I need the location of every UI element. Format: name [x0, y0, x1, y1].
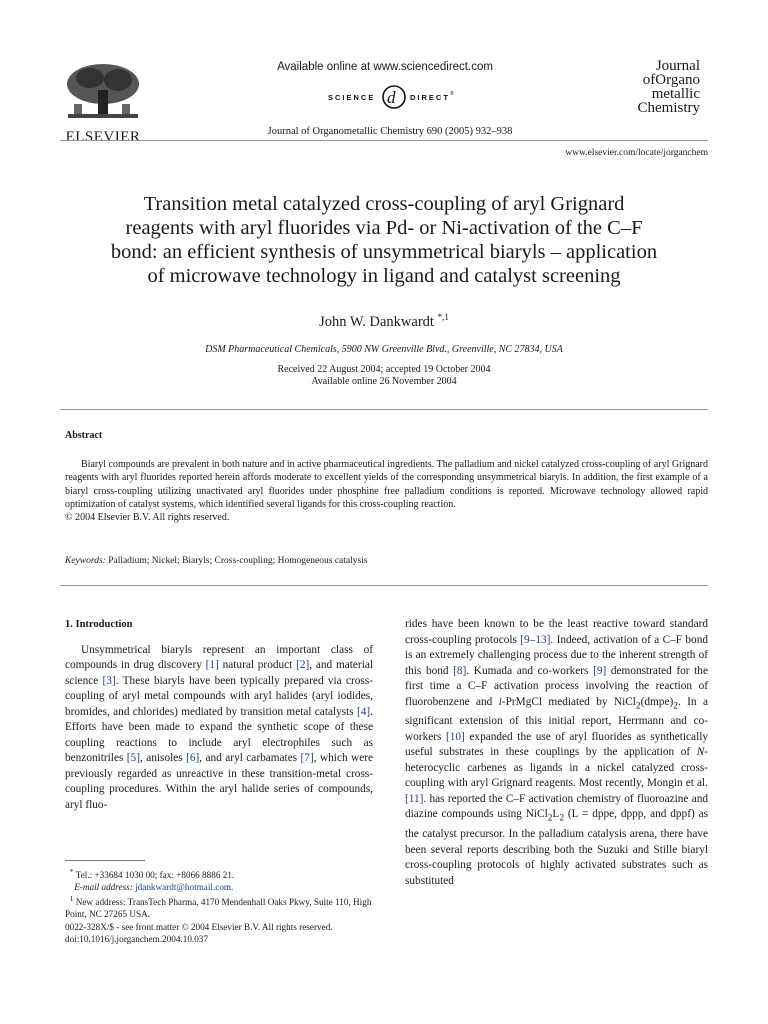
citation-link[interactable]: [2]: [296, 659, 310, 671]
citation-link[interactable]: [9–13]: [520, 633, 551, 646]
intro-left-column: [65, 617, 373, 813]
footnote-address: $^1$ New address: TransTech Pharma, 4170 Mendenhall Oaks Pkwy, Suite 110, High Point, NC 27265 USA.: [65, 894, 372, 919]
intro-paragraph: rides have been known to be the least reactive toward standard cross-coupling protocols [9–13]. Indeed, activation of a C–F bond is an extremely challenging process due to the inherent strength of this bond [8]. Kumada and co-workers [9] demonstrated for the first time a C–F activation process involving the reaction of fluorobenzene and i-PrMgCl mediated by $NiCl_2(dmpe)_2$. In a significant extension of this initial report, Herrmann and co-workers [10] expanded the use of aryl fluorides as synthetically useful substrates in these couplings by the application of N-heterocyclic carbenes as ligands in a nickel catalyzed cross-coupling with aryl Grignard reagents. Most recently, Mongin et al. [11]. has reported the C–F activation chemistry of fluoroazine and diazine compounds using $NiCl_2L_2$ (L = dppe, dppp, and dppf) as the catalyst precursor. In the palladium catalysis arena, there have been several reports describing both the Suzuki and Stille biaryl cross-coupling protocols of highly activated substrates such as substituted: [405, 618, 708, 887]
section-heading: 1. Introduction: [65, 619, 133, 630]
publisher-name: ELSEVIER: [65, 129, 141, 145]
footnote-tel: * Tel.: +33684 1030 00; fax: +8066 8886 21.: [69, 867, 235, 881]
doi-line[interactable]: doi:10.1016/j.jorganchem.2004.10.037: [65, 933, 208, 944]
issn-line: 0022-328X/$ - see front matter © 2004 Elsevier B.V. All rights reserved.: [65, 922, 333, 932]
page-footer: [65, 922, 465, 945]
footnote-email: E-mail address: jdankwardt@hotmail.com.: [74, 881, 234, 892]
author-marks[interactable]: *,1: [437, 312, 449, 322]
publisher-logo: [60, 60, 146, 146]
abstract-heading: Abstract: [65, 430, 103, 441]
citation-link[interactable]: [3]: [102, 674, 116, 687]
citation-link[interactable]: [7]: [300, 752, 314, 764]
keywords-label: Keywords:: [65, 556, 106, 566]
article-dates: [60, 364, 708, 388]
author-name: John W. Dankwardt: [319, 313, 434, 330]
article-title: [60, 192, 708, 288]
citation-link[interactable]: [6]: [186, 752, 200, 764]
footnotes: [65, 866, 373, 920]
journal-logo-line: metallic: [651, 86, 700, 102]
title-line: of microwave technology in ligand and catalyst screening: [147, 265, 621, 287]
sciencedirect-at-icon: [290, 84, 490, 110]
title-line: bond: an efficient synthesis of unsymmetrical biaryls – application: [110, 241, 658, 263]
author: [60, 312, 708, 331]
journal-logo-line: Chemistry: [637, 100, 700, 116]
header-rule: [60, 140, 708, 141]
journal-logo-line: ofOrgano: [642, 72, 700, 88]
abstract-text: Biaryl compounds are prevalent in both nature and in active pharmaceutical ingredients. The palladium and nickel catalyzed cross-coupling of aryl Grignard reagents with aryl fluorides reported herein affords moderate to excellent yields of the corresponding unsymmetrical biaryls. In addition, the first example of a biaryl cross-coupling utilizing unactivated aryl fluorides under phosphine free palladium conditions is reported. Microwave technology allowed rapid optimization of catalyst systems, which identified several ligands for this cross-coupling reaction.: [65, 459, 708, 510]
svg-text:DIRECT: DIRECT: [410, 93, 450, 102]
received-date: Received 22 August 2004; accepted 19 October 2004: [277, 364, 491, 375]
title-line: reagents with aryl fluorides via Pd- or Ni-activation of the C–F: [125, 217, 643, 239]
citation-link[interactable]: [8]: [453, 664, 467, 677]
keywords-list: Palladium; Nickel; Biaryls; Cross-coupling; Homogeneous catalysis: [108, 556, 368, 566]
available-online: Available online at www.sciencedirect.com: [277, 61, 493, 73]
citation-link[interactable]: [4]: [356, 705, 371, 718]
abstract-rule-bottom: [60, 585, 708, 586]
svg-text:d: d: [387, 88, 396, 107]
email-link[interactable]: jdankwardt@hotmail.com.: [135, 881, 234, 892]
abstract-copyright: © 2004 Elsevier B.V. All rights reserved.: [65, 512, 230, 524]
abstract-rule-top: [60, 409, 708, 410]
footnote-rule: [65, 860, 145, 861]
journal-logo-line: Journal: [655, 58, 700, 74]
keywords: [65, 556, 708, 566]
available-date: Available online 26 November 2004: [311, 376, 457, 387]
journal-url[interactable]: www.elsevier.com/locate/jorganchem: [565, 148, 708, 158]
svg-text:SCIENCE: SCIENCE: [328, 93, 376, 102]
elsevier-tree-icon: [60, 60, 146, 122]
citation-link[interactable]: [9]: [593, 664, 607, 677]
citation-link[interactable]: [11]: [405, 792, 424, 805]
abstract-body: [65, 458, 708, 524]
svg-text:®: ®: [450, 91, 454, 97]
affiliation: DSM Pharmaceutical Chemicals, 5900 NW Greenville Blvd., Greenville, NC 27834, USA: [205, 344, 563, 355]
intro-right-column: [405, 617, 708, 889]
citation-link[interactable]: [5]: [126, 752, 140, 764]
citation-link[interactable]: [10]: [446, 730, 465, 743]
journal-logo: [590, 59, 700, 115]
sciencedirect-logo: [290, 84, 490, 110]
title-line: Transition metal catalyzed cross-coupling of aryl Grignard: [143, 193, 625, 215]
journal-reference: Journal of Organometallic Chemistry 690 (2005) 932–938: [267, 126, 513, 137]
citation-link[interactable]: [1]: [205, 659, 219, 671]
intro-paragraph: Unsymmetrical biaryls represent an important class of compounds in drug discovery [1] natural product [2], and material science [3]. These biaryls have been typically prepared via cross-coupling of aryl metal compounds with aryl halides (aryl iodides, bromides, and chlorides) mediated by transition metal catalysts [4]. Efforts have been made to expand the synthetic scope of these coupling reactions to include aryl electrophiles such as benzonitriles [5], anisoles [6], and aryl carbamates [7], which were previously regarded as unreactive in these transition-metal cross-coupling procedures. Within the aryl halide series of compounds, aryl fluo-: [65, 643, 373, 811]
